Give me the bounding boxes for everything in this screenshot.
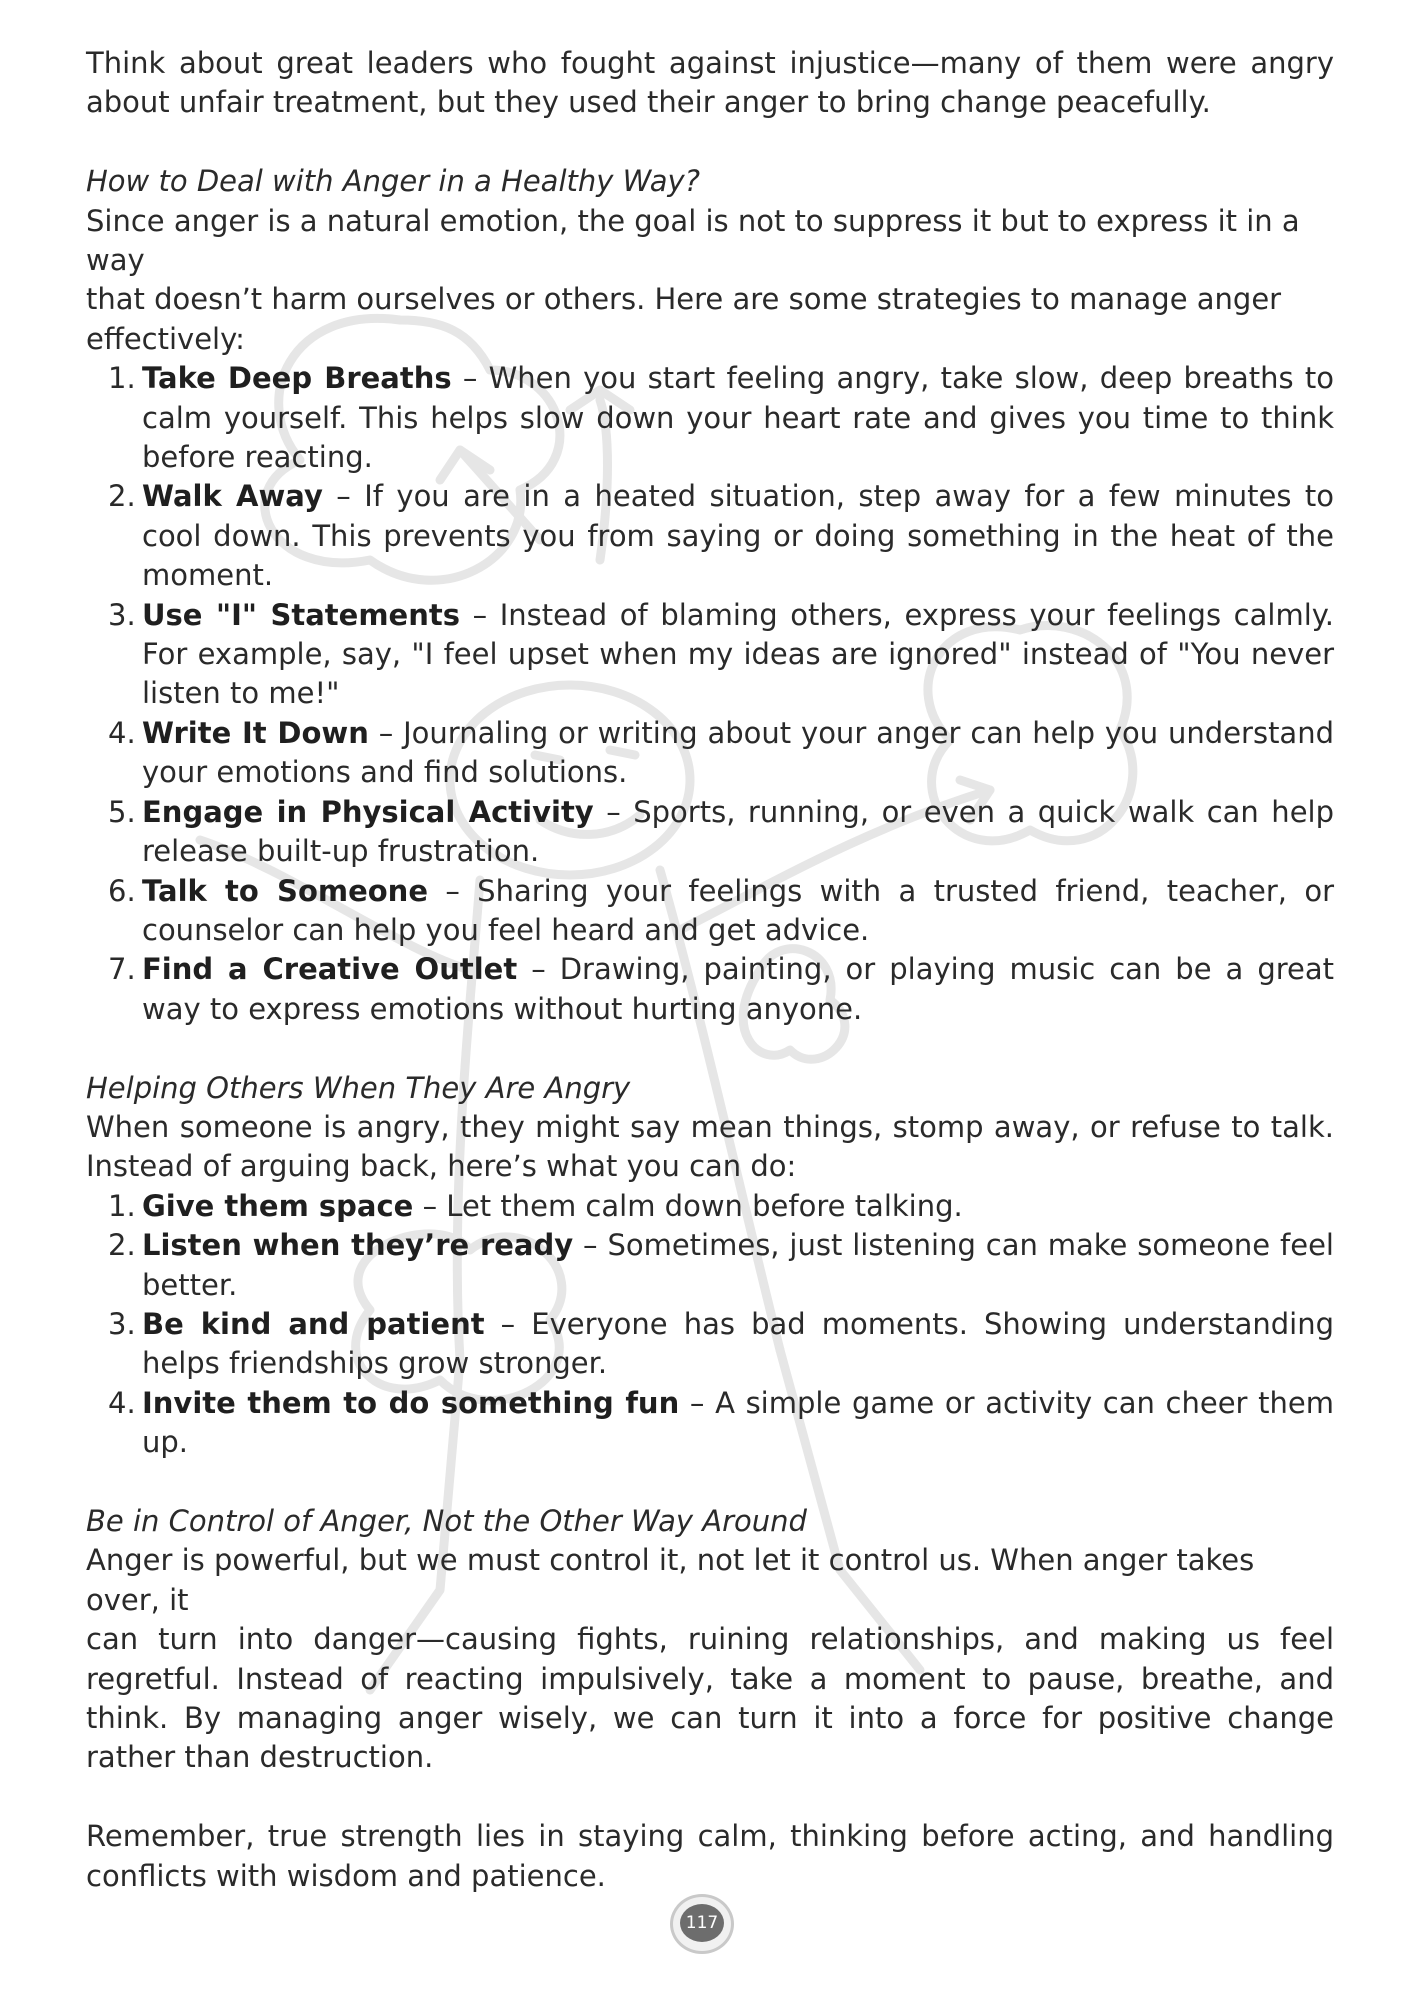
list-text: – If you are in a heated situation, step away for a few minutes to cool down. This prevents you from saying or doing something in the heat of the moment. — [142, 479, 1334, 593]
list-text: – Let them calm down before talking. — [413, 1188, 963, 1223]
list-text: – Sometimes, just listening can make someone feel better. — [142, 1228, 1334, 1302]
helping-others-list — [86, 1187, 1334, 1463]
list-term: Listen when they’re ready — [142, 1228, 574, 1263]
list-item — [86, 872, 1334, 951]
list-term: Talk to Someone — [142, 873, 428, 908]
list-term: Write It Down — [142, 715, 369, 750]
list-number: 6. — [108, 873, 136, 908]
list-term: Take Deep Breaths — [142, 361, 452, 396]
list-term: Be kind and patient — [142, 1306, 485, 1341]
list-item — [86, 714, 1334, 793]
list-text: – A simple game or activity can cheer them up. — [142, 1385, 1334, 1460]
list-text: – Journaling or writing about your anger can help you understand your emotions and find solutions. — [142, 715, 1334, 790]
list-text: – Sharing your feelings with a trusted friend, teacher, or counselor can help you feel heard and get advice. — [142, 873, 1334, 947]
list-term: Give them space — [142, 1188, 414, 1223]
list-item — [86, 950, 1334, 1029]
section-intro-line: Since anger is a natural emotion, the goal is not to suppress it but to express it in a way — [86, 203, 1300, 278]
list-item — [86, 477, 1334, 595]
section-paragraph: can turn into danger—causing fights, ruining relationships, and making us feel regretful. Instead of reacting impulsively, take a moment to pause, breathe, and think. By managing anger wisely, we can turn it into a force for positive change rather than destruction. — [86, 1622, 1334, 1775]
list-item — [86, 359, 1334, 477]
list-item — [86, 1226, 1334, 1305]
page-number: 117 — [680, 1904, 724, 1942]
list-text: – Drawing, painting, or playing music can be a great way to express emotions without hurting anyone. — [142, 952, 1335, 1026]
list-number: 3. — [108, 597, 136, 632]
list-number: 1. — [108, 361, 136, 396]
list-number: 1. — [108, 1188, 136, 1223]
list-number: 3. — [108, 1306, 136, 1341]
list-number: 2. — [108, 1228, 136, 1263]
list-number: 4. — [108, 1385, 136, 1420]
list-term: Find a Creative Outlet — [142, 952, 518, 987]
list-text: – Instead of blaming others, express your feelings calmly. For example, say, "I feel upset when my ideas are ignored" instead of "You never listen to me!" — [142, 597, 1335, 711]
list-number: 4. — [108, 715, 136, 750]
section-heading-control-anger: Be in Control of Anger, Not the Other Way Around — [86, 1503, 807, 1538]
section-intro-line: that doesn’t harm ourselves or others. Here are some strategies to manage anger effectively: — [86, 282, 1282, 356]
list-item — [86, 1187, 1334, 1226]
section-heading-healthy-anger: How to Deal with Anger in a Healthy Way? — [86, 164, 701, 199]
closing-paragraph: Remember, true strength lies in staying calm, thinking before acting, and handling conflicts with wisdom and patience. — [86, 1819, 1334, 1893]
list-number: 5. — [108, 794, 136, 829]
list-text: – Sports, running, or even a quick walk can help release built-up frustration. — [142, 794, 1334, 869]
list-item — [86, 1305, 1334, 1384]
list-term: Use "I" Statements — [142, 597, 460, 632]
list-item — [86, 1384, 1334, 1463]
intro-paragraph: Think about great leaders who fought against injustice—many of them were angry about unfair treatment, but they used their anger to bring change peacefully. — [86, 46, 1334, 120]
list-text: – When you start feeling angry, take slow, deep breaths to calm yourself. This helps slow down your heart rate and gives you time to think before reacting. — [142, 361, 1334, 475]
list-text: – Everyone has bad moments. Showing understanding helps friendships grow stronger. — [142, 1306, 1334, 1381]
list-term: Engage in Physical Activity — [142, 794, 594, 829]
section-intro-paragraph: When someone is angry, they might say mean things, stomp away, or refuse to talk. Instead of arguing back, here’s what you can do: — [86, 1109, 1334, 1184]
list-term: Invite them to do something fun — [142, 1385, 680, 1420]
section-paragraph-line: Anger is powerful, but we must control it, not let it control us. When anger takes over, it — [86, 1543, 1255, 1617]
page-number-badge — [670, 1892, 734, 1956]
section-heading-helping-others: Helping Others When They Are Angry — [86, 1070, 631, 1105]
list-number: 2. — [108, 479, 136, 514]
list-term: Walk Away — [142, 479, 323, 514]
list-number: 7. — [108, 952, 136, 987]
list-item — [86, 793, 1334, 872]
list-item — [86, 596, 1334, 714]
anger-strategies-list — [86, 359, 1334, 1029]
document-page — [86, 44, 1334, 1896]
